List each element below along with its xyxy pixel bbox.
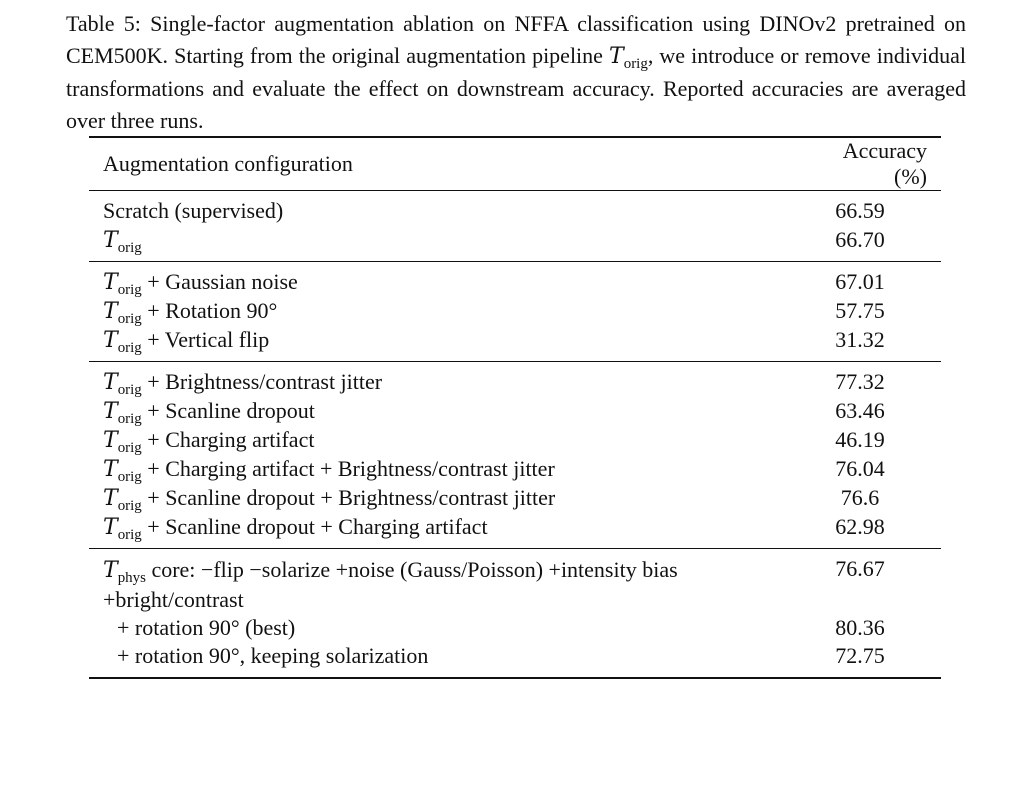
accuracy-cell: 66.70 (835, 227, 885, 253)
config-cell (89, 455, 795, 484)
accuracy-cell: 76.04 (835, 456, 885, 482)
accuracy-cell: 57.75 (835, 298, 885, 324)
table-row (89, 455, 941, 484)
config-text: + Vertical flip (141, 326, 270, 352)
transform-symbol: T (103, 227, 118, 253)
transform-subscript: phys (117, 569, 146, 586)
caption-text-end: , we introduce or remove individual transformations and evaluate the effect on downstream accuracy. Reported accuracies are averaged over three runs. (66, 43, 966, 133)
table-header (89, 137, 941, 191)
transform-subscript: orig (117, 310, 142, 327)
transform-subscript: orig (117, 439, 142, 456)
table-row (89, 614, 941, 643)
transform-subscript: orig (117, 339, 142, 356)
config-text: + Brightness/contrast jitter (141, 368, 383, 394)
caption-symbol-subscript: orig (623, 56, 648, 73)
config-cell (89, 484, 795, 513)
config-cell (89, 191, 795, 226)
accuracy-cell: 76.6 (840, 485, 880, 511)
header-row (89, 137, 941, 191)
table-row (89, 261, 941, 297)
accuracy-cell: 46.19 (835, 427, 885, 453)
config-cell (89, 548, 795, 614)
accuracy-cell: 62.98 (835, 514, 885, 540)
header-accuracy: Accuracy (%) (842, 138, 927, 189)
transform-subscript: orig (117, 281, 142, 298)
transform-subscript: orig (117, 381, 142, 398)
config-text: + Scanline dropout + Brightness/contrast jitter (141, 484, 556, 510)
transform-symbol: T (103, 298, 118, 324)
results-table-container (89, 136, 941, 679)
config-text: + rotation 90° (best) (117, 614, 296, 640)
row-group-phys-core (89, 548, 941, 678)
table-row (89, 426, 941, 455)
table-row (89, 484, 941, 513)
config-text: + Gaussian noise (141, 268, 298, 294)
config-cell (89, 426, 795, 455)
transform-symbol: T (103, 369, 118, 395)
config-text: Scratch (supervised) (103, 198, 284, 224)
transform-symbol: T (103, 327, 118, 353)
ablation-table (89, 136, 941, 679)
transform-subscript: orig (117, 410, 142, 427)
config-text: + Scanline dropout + Charging artifact (141, 513, 488, 539)
caption-text-start: Table 5: Single-factor augmentation ablation on NFFA classification using DINOv2 pretrained on CEM500K. Starting from the original augmentation pipeline (66, 11, 966, 68)
accuracy-cell: 80.36 (835, 614, 885, 640)
table-row (89, 397, 941, 426)
config-cell (89, 297, 795, 326)
transform-symbol: T (103, 514, 118, 540)
config-text: + Rotation 90° (141, 297, 278, 323)
config-cell (89, 513, 795, 549)
table-row (89, 226, 941, 262)
config-cell (89, 614, 795, 643)
config-cell (89, 326, 795, 362)
table-row (89, 548, 941, 614)
transform-subscript: orig (117, 497, 142, 514)
transform-symbol: T (103, 557, 118, 583)
config-cell (89, 226, 795, 262)
transform-symbol: T (103, 485, 118, 511)
table-row (89, 513, 941, 549)
transform-subscript: orig (117, 526, 142, 543)
transform-subscript: orig (117, 468, 142, 485)
config-cell (89, 397, 795, 426)
config-cell (89, 261, 795, 297)
transform-symbol: T (103, 269, 118, 295)
table-row (89, 191, 941, 226)
row-group-physical (89, 361, 941, 548)
config-cell (89, 642, 795, 678)
row-group-geometric (89, 261, 941, 361)
accuracy-cell: 31.32 (835, 327, 885, 353)
accuracy-cell: 63.46 (835, 398, 885, 424)
table-row (89, 297, 941, 326)
row-group-baselines (89, 191, 941, 262)
config-text: + Charging artifact + Brightness/contrast jitter (141, 455, 555, 481)
transform-subscript: orig (117, 239, 142, 256)
table-row (89, 642, 941, 678)
accuracy-cell: 72.75 (835, 643, 885, 669)
table-caption (66, 8, 966, 137)
config-text: + Scanline dropout (141, 397, 315, 423)
table-row (89, 361, 941, 397)
table-row (89, 326, 941, 362)
accuracy-cell: 76.67 (835, 555, 885, 581)
transform-symbol: T (103, 427, 118, 453)
config-text: + rotation 90°, keeping solarization (117, 643, 429, 669)
accuracy-cell: 66.59 (835, 198, 885, 224)
header-config: Augmentation configuration (103, 151, 353, 176)
caption-symbol: T (609, 44, 624, 69)
config-cell (89, 361, 795, 397)
config-text: core: −flip −solarize +noise (Gauss/Poisson) +intensity bias +bright/contrast (103, 556, 678, 612)
accuracy-cell: 67.01 (835, 269, 885, 295)
transform-symbol: T (103, 398, 118, 424)
accuracy-cell: 77.32 (835, 369, 885, 395)
transform-symbol: T (103, 456, 118, 482)
config-text: + Charging artifact (141, 426, 315, 452)
